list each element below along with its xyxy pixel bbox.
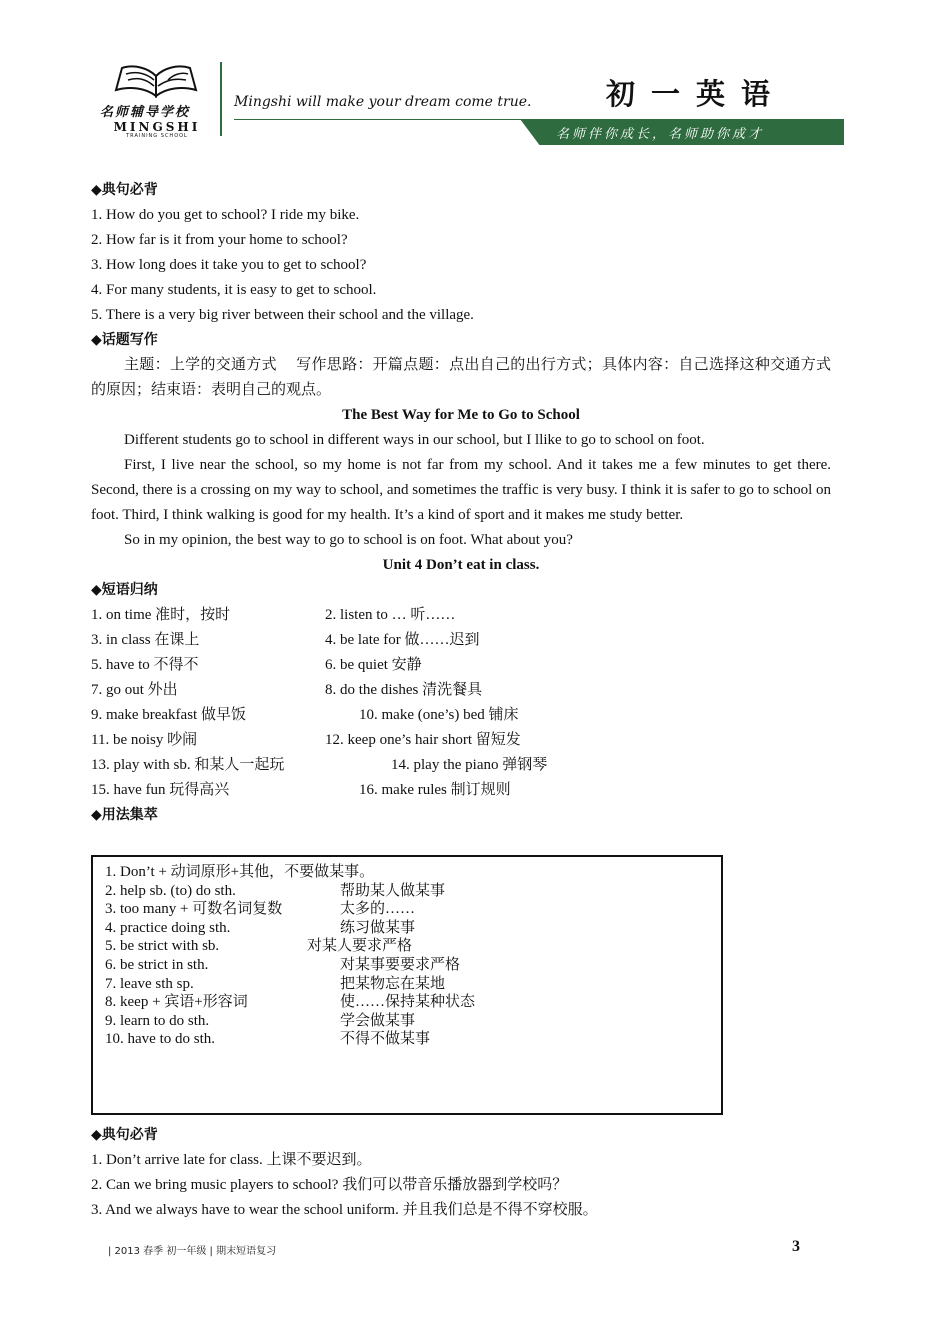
usage-row [105,956,705,975]
phrase-item: 8. do the dishes 清洗餐具 [325,682,483,698]
usage-row [105,975,705,994]
usage-meaning: 对某事要要求严格 [340,956,461,973]
phrase-item: 12. keep one’s hair short 留短发 [325,732,521,748]
usage-term: 1. Don’t + 动词原形+其他，不要做某事。 [105,864,375,880]
list-item: 5. There is a very big river between their school and the village. [91,307,474,323]
usage-meaning: 不得不做某事 [340,1031,431,1048]
logo-english-name: MINGSHI [113,120,201,134]
usage-term: 8. keep + 宾语+形容词 [105,994,248,1011]
list-item: 4. For many students, it is easy to get to school. [91,282,377,298]
phrase-item: 15. have fun 玩得高兴 [91,782,230,798]
usage-term: 3. too many + 可数名词复数 [105,901,283,918]
usage-term: 5. be strict with sb. [105,938,220,955]
section-heading: ◆典句必背 [91,1127,158,1143]
usage-row [105,993,705,1012]
page-header [0,0,950,160]
phrase-item: 5. have to 不得不 [91,657,199,673]
phrase-item: 16. make rules 制订规则 [359,782,511,798]
phrase-item: 3. in class 在课上 [91,632,200,648]
section-heading: ◆短语归纳 [91,582,158,598]
header-rule [234,119,524,120]
phrase-row [91,778,831,803]
usage-meaning: 把某物忘在某地 [340,975,446,992]
usage-meaning: 练习做某事 [340,919,416,936]
phrase-item: 9. make breakfast 做早饭 [91,707,246,723]
usage-row [105,882,705,901]
phrase-item: 1. on time 准时，按时 [91,607,231,623]
page-footer: | 2013 春季 初一年级 | 期末短语复习 [108,1246,277,1257]
subject-title: 初一英语 [606,77,787,111]
usage-term: 2. help sb. (to) do sth. [105,882,236,899]
phrase-row [91,753,831,778]
phrase-row [91,603,831,628]
list-item: 3. And we always have to wear the school uniform. 并且我们总是不得不穿校服。 [91,1202,598,1218]
logo-chinese-name: 名师辅导学校 [100,105,191,120]
list-item: 2. How far is it from your home to school? [91,232,348,248]
header-slogan: Mingshi will make your dream come true. [234,94,532,110]
essay-paragraph: So in my opinion, the best way to go to school is on foot. What about you? [124,532,573,548]
phrase-item: 2. listen to … 听…… [325,607,456,623]
unit-title: Unit 4 Don’t eat in class. [382,557,540,573]
section-heading: ◆话题写作 [91,332,158,348]
list-item: 3. How long does it take you to get to school? [91,257,367,273]
list-item: 1. Don’t arrive late for class. 上课不要迟到。 [91,1152,372,1168]
usage-row [105,900,705,919]
phrase-item: 10. make (one’s) bed 铺床 [359,707,519,723]
phrase-item: 6. be quiet 安静 [325,657,422,673]
phrase-row [91,678,831,703]
usage-meaning: 帮助某人做某事 [340,882,446,899]
writing-intro: 主题：上学的交通方式 写作思路：开篇点题：点出自己的出行方式；具体内容：自己选择这种交通方式的原因；结束语：表明自己的观点。 [91,357,831,398]
section-heading: ◆用法集萃 [91,807,158,823]
phrase-row [91,653,831,678]
usage-box [91,855,723,1115]
key-sentences-section [91,1123,831,1223]
phrase-item: 7. go out 外出 [91,682,178,698]
header-divider [220,62,222,136]
logo-subtitle: TRAINING SCHOOL [126,133,188,139]
essay-paragraph: First, I live near the school, so my home is not far from my school. And it takes me a few minutes to get there. Second, there is a crossing on my way to school, and sometimes the traffic is very busy. I think it is safer to go to school on foot. Third, I think walking is good for my health. It’s a kind of sport and it makes me study better. [91,457,831,523]
usage-term: 4. practice doing sth. [105,919,231,936]
usage-term: 9. learn to do sth. [105,1012,210,1029]
list-item: 1. How do you get to school? I ride my bike. [91,207,360,223]
usage-meaning: 学会做某事 [340,1012,416,1029]
phrase-row [91,728,831,753]
usage-row [105,937,705,956]
phrase-item: 13. play with sb. 和某人一起玩 [91,757,285,773]
essay-title: The Best Way for Me to Go to School [342,407,580,423]
section-heading: ◆典句必背 [91,182,158,198]
usage-meaning: 对某人要求严格 [307,938,413,955]
phrase-item: 14. play the piano 弹钢琴 [391,757,548,773]
usage-term: 7. leave sth sp. [105,975,194,992]
phrase-item: 4. be late for 做……迟到 [325,632,480,648]
page-number: 3 [792,1238,800,1255]
usage-row [105,1030,705,1049]
phrase-row [91,628,831,653]
usage-term: 6. be strict in sth. [105,956,209,973]
book-logo-icon [112,60,200,100]
main-content [91,178,831,828]
essay-paragraph: Different students go to school in different ways in our school, but I llike to go to school on foot. [124,432,705,448]
phrase-item: 11. be noisy 吵闹 [91,732,198,748]
usage-row [105,1012,705,1031]
usage-term: 10. have to do sth. [105,1031,215,1048]
motto-text: 名师伴你成长，名师助你成才 [556,127,765,142]
list-item: 2. Can we bring music players to school? 我们可以带音乐播放器到学校吗？ [91,1177,568,1193]
usage-row [105,919,705,938]
usage-meaning: 太多的…… [340,901,416,918]
phrase-row [91,703,831,728]
usage-meaning: 使……保持某种状态 [340,994,476,1011]
usage-row [105,863,705,882]
